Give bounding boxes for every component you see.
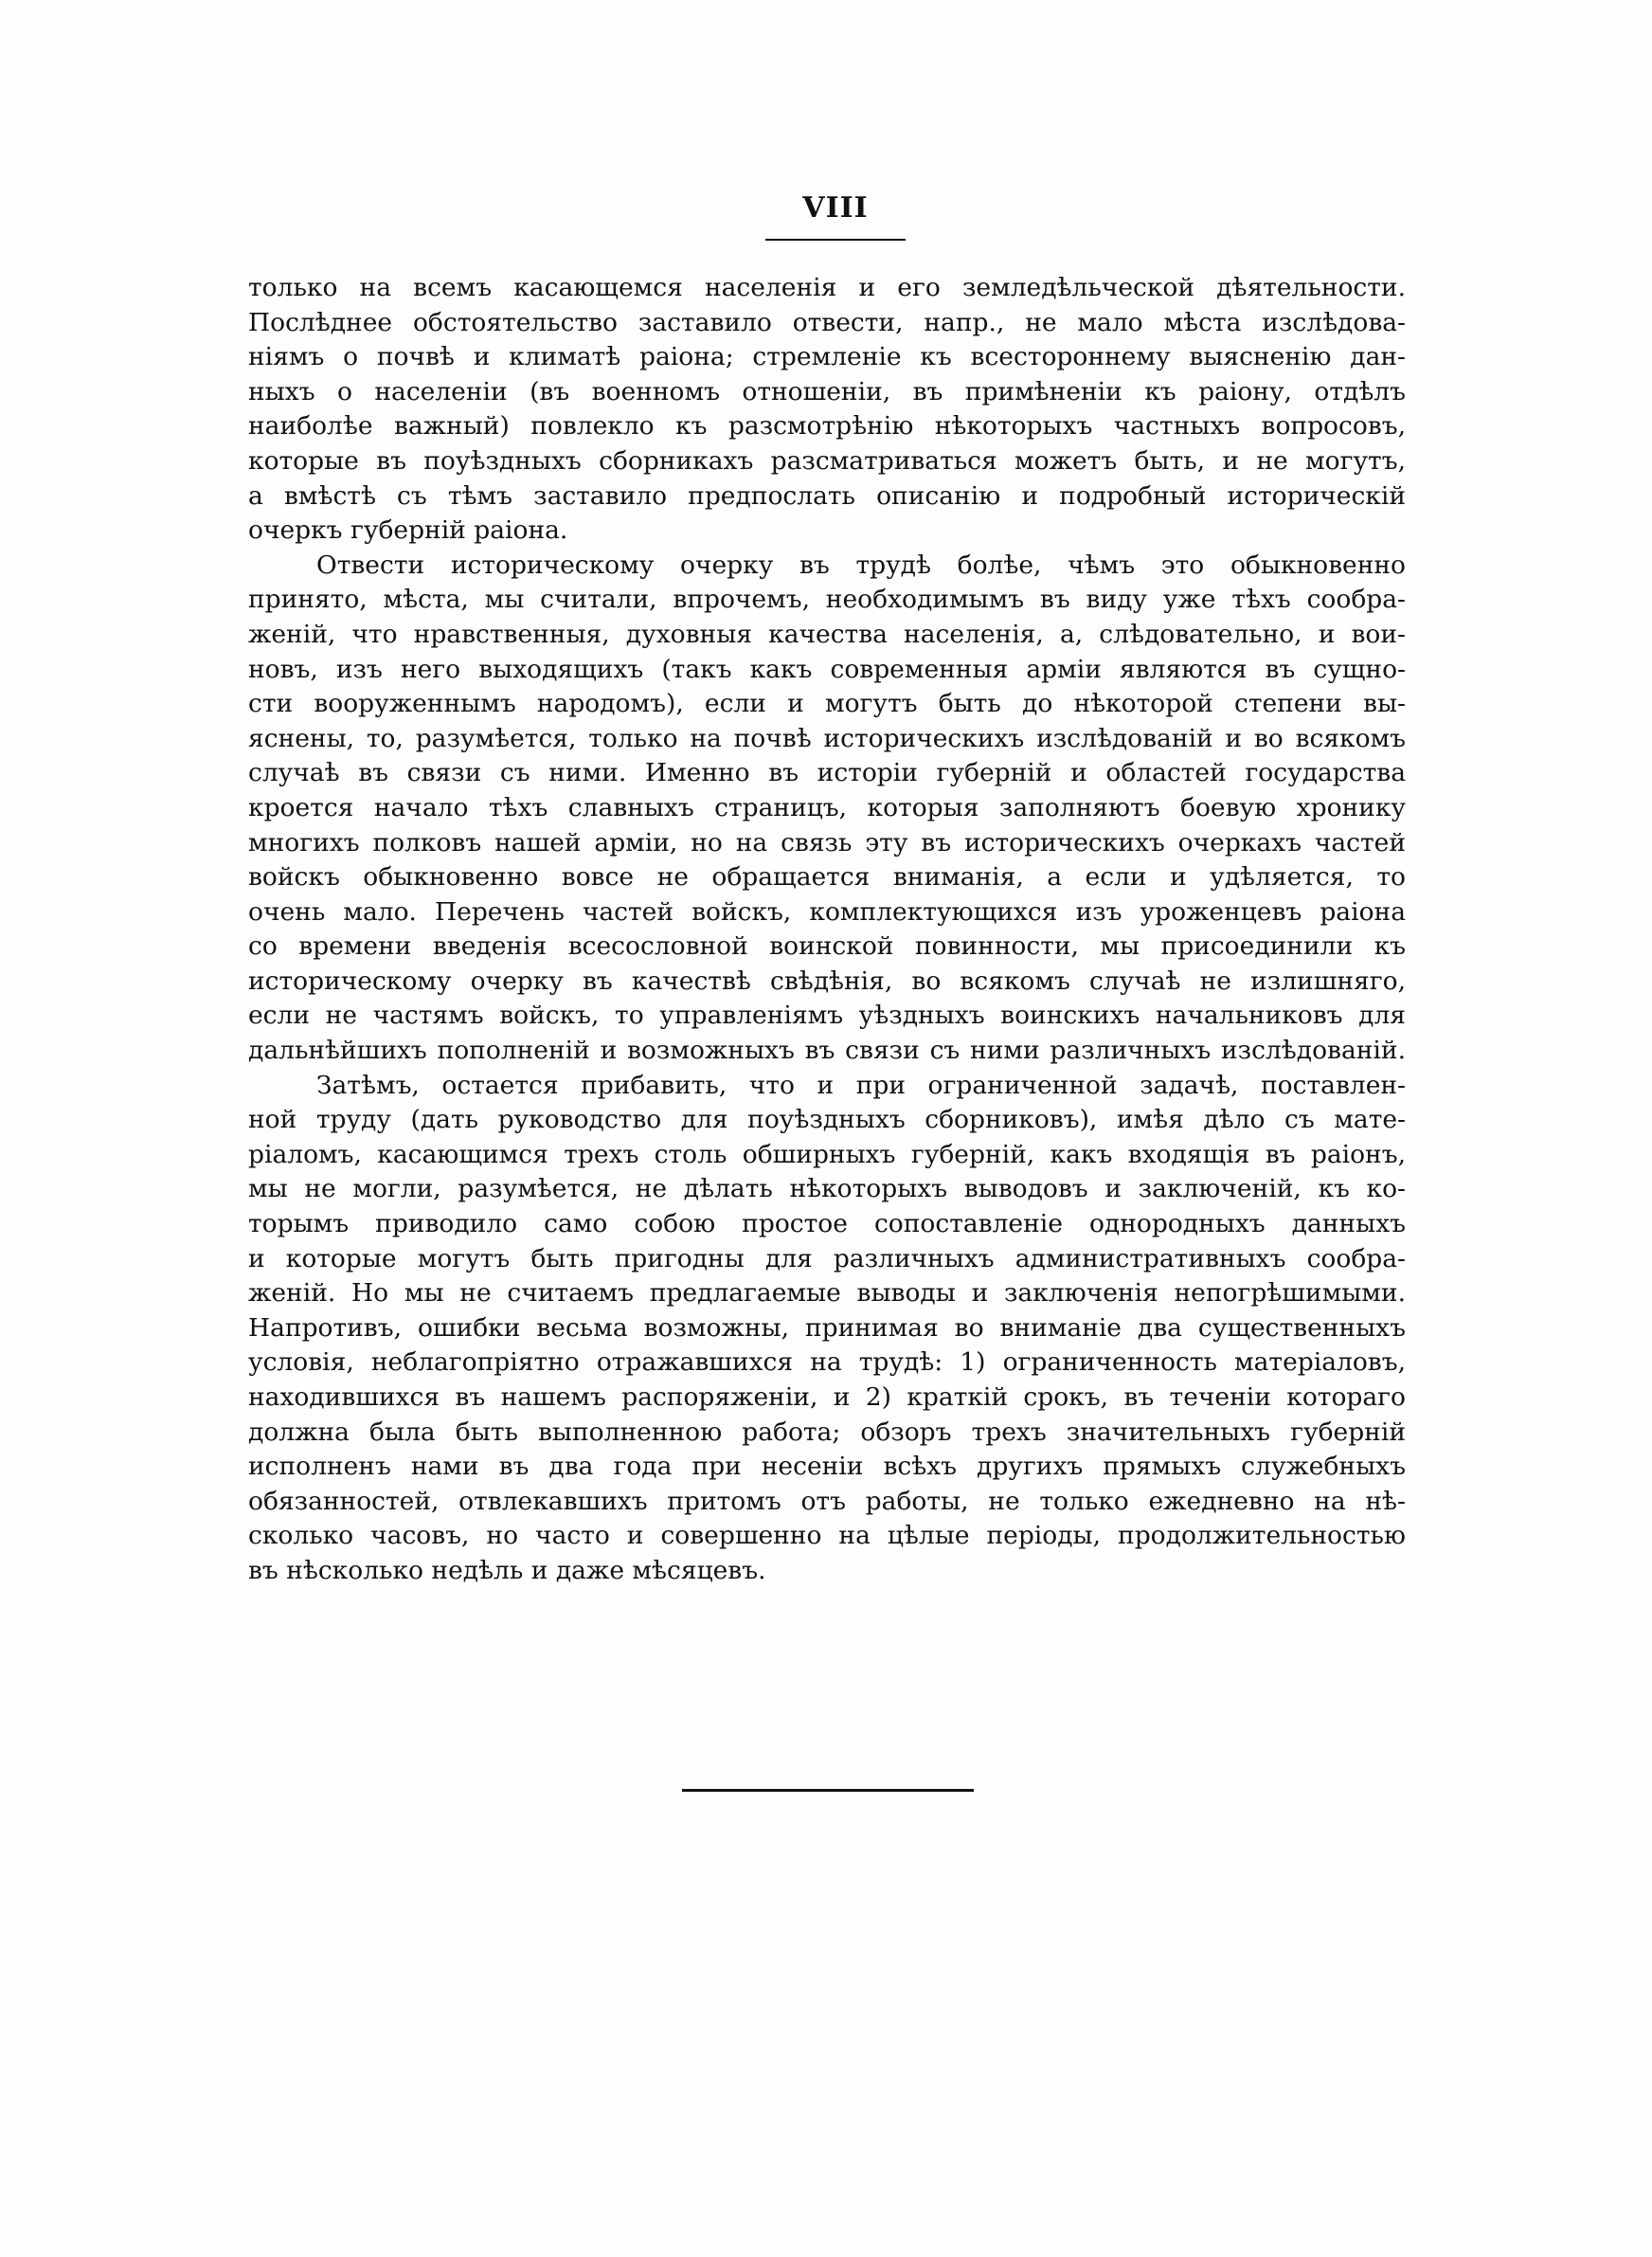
paragraph-3 [248,1069,1406,1589]
text-line: а вмѣстѣ съ тѣмъ заставило предпослать описанію и подробный историческій [248,480,1406,511]
paragraph-1 [248,271,1406,549]
text-line: ніямъ о почвѣ и климатѣ раіона; стремленіе къ всестороннему выясненію дан- [248,342,1406,372]
page-number: VIII [802,191,869,225]
text-line: только на всемъ касающемся населенія и его земледѣльческой дѣятельности. [248,273,1406,302]
text-line: находившихся въ нашемъ распоряженіи, и 2) краткій срокъ, въ теченіи котораго [248,1382,1406,1412]
text-line: сти вооруженнымъ народомъ), если и могутъ быть до нѣкоторой степени вы- [248,689,1406,719]
page-number-underline [765,239,906,241]
text-line: войскъ обыкновенно вовсе не обращается вниманія, а если и удѣляется, то [248,862,1406,893]
text-line: принято, мѣста, мы считали, впрочемъ, необходимымъ въ виду уже тѣхъ сообра- [248,585,1406,615]
text-line: историческому очерку въ качествѣ свѣдѣнія, во всякомъ случаѣ не излишняго, [248,966,1406,996]
text-line: кроется начало тѣхъ славныхъ страницъ, которыя заполняютъ боевую хронику [248,792,1406,822]
text-line: ныхъ о населеніи (въ военномъ отношеніи, въ примѣненіи къ раіону, отдѣлъ [248,376,1406,406]
text-line: должна была быть выполненною работа; обзоръ трехъ значительныхъ губерній [248,1417,1406,1447]
body-text [248,271,1406,1589]
text-line: исполненъ нами въ два года при несеніи всѣхъ другихъ прямыхъ служебныхъ [248,1452,1406,1482]
text-line: новъ, изъ него выходящихъ (такъ какъ современныя арміи являются въ сущно- [248,654,1406,684]
text-line: ріаломъ, касающимся трехъ столь обширныхъ губерній, какъ входящія въ раіонъ, [248,1139,1406,1169]
text-line: условія, неблагопріятно отражавшихся на трудѣ: 1) ограниченность матеріаловъ, [248,1347,1406,1378]
text-line: женій. Но мы не считаемъ предлагаемые выводы и заключенія непогрѣшимыми. [248,1278,1406,1309]
text-line: Напротивъ, ошибки весьма возможны, принимая во вниманіе два существенныхъ [248,1312,1406,1343]
text-line: Отвести историческому очерку въ трудѣ болѣе, чѣмъ это обыкновенно [316,550,1406,580]
section-end-rule [682,1789,974,1792]
text-line: яснены, то, разумѣется, только на почвѣ историческихъ изслѣдованій и во всякомъ [248,723,1406,753]
text-line: случаѣ въ связи съ ними. Именно въ исторіи губерній и областей государства [248,758,1406,788]
text-line: мы не могли, разумѣется, не дѣлать нѣкоторыхъ выводовъ и заключеній, къ ко- [248,1174,1406,1204]
paragraph-2 [248,549,1406,1069]
text-line: и которые могутъ быть пригодны для различныхъ административныхъ сообра- [248,1243,1406,1273]
text-line: со времени введенія всесословной воинской повинности, мы присоединили къ [248,931,1406,962]
text-line: женій, что нравственныя, духовныя качества населенія, а, слѣдовательно, и вои- [248,619,1406,649]
text-line: очень мало. Перечень частей войскъ, комплектующихся изъ уроженцевъ раіона [248,896,1406,927]
text-line: дальнѣйшихъ пополненій и возможныхъ въ связи съ ними различныхъ изслѣдованій. [248,1036,1406,1066]
text-line: очеркъ губерній раіона. [248,515,568,546]
text-line: сколько часовъ, но часто и совершенно на цѣлые періоды, продолжительностью [248,1521,1406,1551]
page-number-container [765,190,906,227]
text-line: торымъ приводило само собою простое сопоставленіе однородныхъ данныхъ [248,1209,1406,1239]
text-line: если не частямъ войскъ, то управленіямъ уѣздныхъ воинскихъ начальниковъ для [248,1001,1406,1031]
text-line: Послѣднее обстоятельство заставило отвести, напр., не мало мѣста изслѣдова- [248,307,1406,337]
text-line: обязанностей, отвлекавшихъ притомъ отъ работы, не только ежедневно на нѣ- [248,1486,1406,1516]
text-line: Затѣмъ, остается прибавить, что и при ограниченной задачѣ, поставлен- [316,1070,1406,1100]
text-line: наиболѣе важный) повлекло къ разсмотрѣнію нѣкоторыхъ частныхъ вопросовъ, [248,411,1406,442]
text-line: которые въ поуѣздныхъ сборникахъ разсматриваться можетъ быть, и не могутъ, [248,445,1406,476]
text-line: многихъ полковъ нашей арміи, но на связь эту въ историческихъ очеркахъ частей [248,827,1406,858]
text-line: въ нѣсколько недѣль и даже мѣсяцевъ. [248,1555,766,1585]
text-line: ной труду (дать руководство для поуѣздныхъ сборниковъ), имѣя дѣло съ мате- [248,1105,1406,1135]
